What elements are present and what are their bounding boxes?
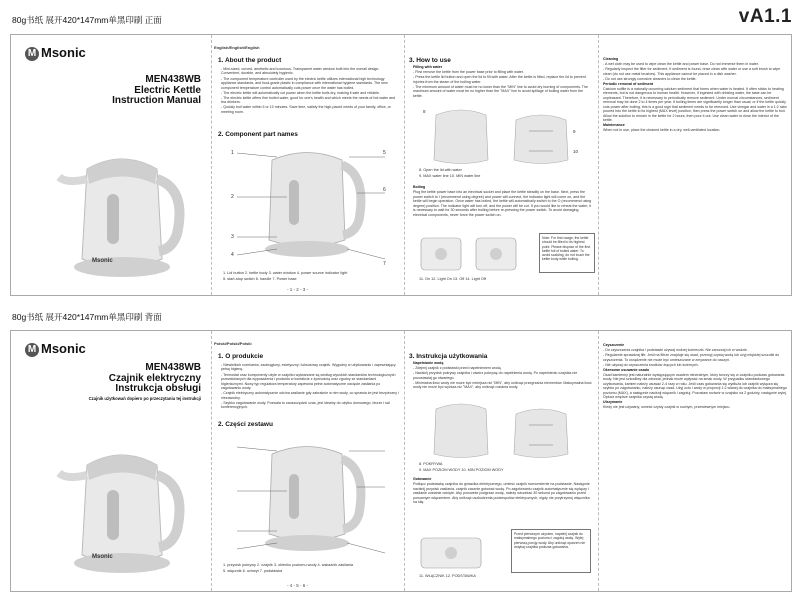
manual-title: Instruction Manual xyxy=(112,95,201,106)
about-item: - Quickly boil water within 5 or 10 minutes. Save time, satisfy the high-paced needs of your family, office, or meeting room. xyxy=(221,105,391,114)
figure-caption-line: 9. MAX water line 10. MIN water line xyxy=(419,173,481,178)
parts-legend-line: 1. Lid button 2. kettle body 3. water window 4. power source indicator light xyxy=(223,271,348,275)
svg-text:1: 1 xyxy=(231,150,234,156)
subheading-filling: Napełnianie wodą xyxy=(413,361,444,365)
language-bar: Polski/Polski/Polski xyxy=(214,341,252,346)
cleaning-block xyxy=(603,343,787,411)
kettle-illustration xyxy=(47,139,197,289)
section-title-howto: 3. How to use xyxy=(409,57,451,64)
maintenance-text: When not in use, place the cleaned kettle in a dry, well-ventilated location. xyxy=(603,128,721,133)
manual-subtitle: Czajnik użytkowań dopiero po przeczytaniu tej instrukcji xyxy=(88,395,201,401)
subheading-sediment: Periodic removal of sediment xyxy=(603,81,654,86)
filling-figure-caption xyxy=(419,462,504,473)
filling-item: - Minimalna ilość wody nie może być mniejsza niż "MIN", aby uniknąć przegrzania elementów. Maksymalna ilość wody nie może być wyższa niż "MAX", aby uniknąć rozlania wody. xyxy=(413,380,592,390)
section-title-parts: 2. Części zestawu xyxy=(218,421,273,428)
kettle-illustration xyxy=(47,435,197,585)
parts-diagram xyxy=(237,439,387,561)
boiling-block xyxy=(413,477,593,505)
cover-title-block xyxy=(11,363,201,401)
fold-line xyxy=(211,35,212,295)
fold-line xyxy=(404,331,405,591)
boiling-block xyxy=(413,185,593,218)
figure-caption-line: 8. POKRYWA xyxy=(419,462,443,466)
sediment-text: Calcium sulfite is a naturally occurring calcium sediment that forms when water is heated. It often sticks to heating elements, but is not dangerous to human health. However, if ingested with drinking water, the taste can be unpleasant. Therefore, it is necessary to periodically remove sediment. Under normal circumstances, sediment removal may be done 2 to 4 times per year. If boiling times are significantly longer than usual, or if the kettle quickly cuts power after boiling, this is a good sign that sediment needs to be removed. Use vinegar and water in a 1:2 ratio poured into the kettle to its highest (MAX level) position, then press the power switch on and allow the kettle to boil. Allow the solution to remain in the kettle for 2 hours, then pour it out. Use clean water to rinse the interior of the kettle. xyxy=(603,86,787,123)
filling-item: - Zdejmij czajnik z podstawki przed napełnieniem wodą. xyxy=(413,366,502,371)
switch-illustration xyxy=(416,233,536,277)
print-spec-label-back: 80g书纸 展开420*147mm单黑印刷 背面 xyxy=(12,312,162,322)
cleaning-item: - Nie używaj do czyszczenia środków żrących lub ściernych. xyxy=(603,362,699,367)
filling-item: - The minimum amount of water must be no lower than the "MIN" line to avoid dry burning of components. The maximum amount of water must be no higher than the "MAX" line to avoid spillage of boiling water from the kettle. xyxy=(413,84,589,98)
product-title: Electric Kettle xyxy=(134,84,201,96)
fold-line xyxy=(598,331,599,591)
manual-sheet-back xyxy=(10,330,792,592)
section-title-about: 1. O produkcie xyxy=(218,353,264,360)
parts-legend-line: 5. start-stop switch 6. handle 7. Power base xyxy=(223,276,297,281)
filling-block xyxy=(413,65,593,99)
note-box: Note: For first usage, the kettle should be filled to its highest point. Please dispose of the first kettle full of boiled water. To avoid scalding, do not touch the kettle body while boiling. xyxy=(539,233,595,273)
model-number: MEN438WB xyxy=(145,362,201,373)
print-spec-label-front: 80g书纸 展开420*147mm单黑印刷 正面 xyxy=(12,15,162,25)
filling-item: - First remove the kettle from the power base prior to filling with water. xyxy=(413,70,524,75)
about-item: - The electric kettle will automatically cut power when the kettle boils dry, making it safe and reliable. xyxy=(221,90,380,95)
cleaning-block xyxy=(603,57,787,134)
parts-legend-line: 1. przycisk pokrywy 2. czajnik 3. okienko poziomu wody 4. wskaźnik zasilania xyxy=(223,563,353,567)
fold-line xyxy=(211,331,212,591)
about-item: - The electric kettle offers fine boiled water, good for one's health and which meets the needs of hot water and tea drinkers. xyxy=(221,95,396,105)
svg-text:9: 9 xyxy=(573,129,576,134)
boiling-text: Podłącz podstawkę czajnika do gniazdka elektrycznego, umieść czajnik równomiernie na podstawie. Następnie naciśnij przycisk zasilania, czajnik zacznie gotować wodę. Po zagotowaniu czajnik automatycznie się wyłączy i zasilanie zostanie odcięte. Aby ponownie podgrzać wodę, należy odczekać 30 sekund po zagotowaniu przed ponownym włączeniem. Aby uniknąć uszkodzenia podzespołów elektrycznych, nigdy nie przytrzymuj włącznika na siłę. xyxy=(413,482,590,505)
svg-text:2: 2 xyxy=(231,194,234,200)
parts-legend xyxy=(223,271,403,282)
brand-logo: M Msonic xyxy=(25,45,86,61)
sediment-text: Osad kamienny jest naturalnie występującym osadem mineralnym, który tworzy się w czajniku podczas gotowania wody. Nie jest szkodliwy dla zdrowia, jednak może wpływać na smak wody. W przypadku standardowego użytkowania, kamień należy usuwać 2-4 razy w roku. Jeśli czas gotowania się wydłuża lub czajnik wyłącza się szybko po zagotowaniu, należy usunąć osad. Użyj octu i wody w proporcji 1:2 wlanej do czajnika do maksymalnego poziomu (MAX), a następnie naciśnij włącznik i zagotuj. Pozostaw roztwór w czajniku na 2 godziny, następnie wylej. Opłucz wnętrze czajnika czystą wodą. xyxy=(603,372,787,400)
about-list xyxy=(221,363,399,410)
section-title-about: 1. About the product xyxy=(218,57,282,64)
about-item: - Mini-sized, curved, aesthetic and luxurious. Transparent water window built into the overall design. Convenient, durable, and absolutely hygienic. xyxy=(221,67,380,76)
svg-text:6: 6 xyxy=(383,187,386,193)
product-title: Czajnik elektryczny xyxy=(108,372,201,384)
model-number: MEN438WB xyxy=(145,74,201,85)
parts-legend xyxy=(223,563,403,574)
section-title-parts: 2. Component part names xyxy=(218,131,298,138)
filling-block xyxy=(413,361,593,390)
about-list xyxy=(221,67,399,115)
svg-text:7: 7 xyxy=(383,261,386,267)
svg-text:3: 3 xyxy=(231,234,234,240)
cleaning-item: - Regularnie sprawdzaj filtr. Jeśli na filtrze znajduje się osad, przemyj czystą wodą lub użyj miękkiej szczotki do czyszczenia. To urządzenie nie może być umieszczane w zmywarce do naczyń. xyxy=(603,353,780,362)
version-label: vA1.1 xyxy=(738,6,792,27)
about-item: - Szybko zagotowanie wody. Pozwala to zaoszczędzić czas, jest idealny do użytku domowego, biurze i sal konferencyjnych. xyxy=(221,400,390,410)
subheading-cleaning: Cleaning xyxy=(603,57,619,61)
subheading-boiling: Gotowanie xyxy=(413,477,432,481)
filling-illustration xyxy=(421,399,591,461)
cleaning-item: - A wet cloth may be used to wipe clean the kettle and power base. Do not immerse them in water. xyxy=(603,62,759,67)
manual-title: Instrukcja obsługi xyxy=(115,383,201,394)
fold-line xyxy=(598,35,599,295)
fold-line xyxy=(404,35,405,295)
page-number: - 4 - 5 - 6 - xyxy=(287,583,309,588)
filling-item: - Naciśnij przycisk pokrywy czajnika i otwórz pokrywę do napełnienia wodą. Po napełnieniu czajnika nie pozostawiaj go otwartego. xyxy=(413,371,578,380)
maintenance-text: Kiedy nie jest używany, umieść czysty czajnik w suchym, przewiewnym miejscu. xyxy=(603,405,731,410)
about-item: - Czajnik elektryczny automatycznie odcina zasilanie gdy zabraknie w nim wody, co sprawia że jest bezpieczny i niezawodny. xyxy=(221,391,399,400)
switch-labels: 11. On 12. Light On 13. Off 14. Light Off xyxy=(419,277,486,281)
cleaning-item: - Do not use strongly corrosive cleaners to clean the kettle. xyxy=(603,76,697,81)
svg-text:4: 4 xyxy=(231,252,234,258)
svg-text:5: 5 xyxy=(383,150,386,156)
note-box: Przed pierwszym użyciem, napełnij czajnik do maksymalnego poziomu i zagotuj wodę. Wylej pierwszą porcję wody. Aby uniknąć oparzeń nie dotykaj czajnika podczas gotowania. xyxy=(511,529,591,573)
cleaning-item: - Regularly inspect the filter for sediment. If sediment is found, rinse clean with water or use a soft brush to wipe clean (do not use metal brushes). This appliance cannot be placed in a dish washer. xyxy=(603,67,781,76)
filling-figure-caption xyxy=(419,168,480,179)
parts-diagram xyxy=(231,145,387,267)
svg-text:8: 8 xyxy=(423,109,426,114)
boiling-text: Plug the kettle power base into an electrical socket and place the kettle steadily on the base. Next, press the power switch to I (recommend using degree) and power will connect, the indicator light will come on, and the kettle will begin operation. Once water has boiled, the kettle will automatically switch to the O (recommend using degree) position. The indicator light will turn off, and the power will be cut. If you would like to reheat the water, it is necessary to wait for 30 seconds after boiling before re-pressing the power switch. To avoid damaging electrical components, never force the power switch on. xyxy=(413,190,592,217)
brand-logo: M Msonic xyxy=(25,341,86,357)
manual-sheet-front xyxy=(10,34,792,296)
filling-item: - Press the kettle lid button and open the lid to fill with water. After the kettle is filled, replace the lid to prevent injuries from the steam of the boiling water. xyxy=(413,75,586,84)
subheading-cleaning: Czyszczenie xyxy=(603,343,625,347)
subheading-boiling: Boiling xyxy=(413,185,426,189)
parts-legend-line: 5. włącznik 6. uchwyt 7. podstawka xyxy=(223,568,283,573)
cover-title-block xyxy=(11,75,201,107)
svg-text:10: 10 xyxy=(573,149,579,154)
figure-caption-line: 9. MAX POZIOM WODY 10. MIN POZIOM WODY xyxy=(419,467,504,472)
svg-text:Msonic: Msonic xyxy=(92,554,113,560)
subheading-maintenance: Utrzymanie xyxy=(603,400,623,405)
filling-illustration xyxy=(421,105,591,167)
language-bar: English/English/English xyxy=(214,45,260,50)
figure-caption-line: 8. Open the lid with water xyxy=(419,168,462,172)
about-item: - The component temperature controller used by the electric kettle utilizes international high technology appliance standards, and food-grade plastic in compliance with international hygiene standards. The new component temperature control automatically cuts power once the water has boiled. xyxy=(221,76,388,90)
subheading-maintenance: Maintenance xyxy=(603,123,625,128)
switch-illustration xyxy=(416,535,496,573)
page-number: - 1 - 2 - 3 - xyxy=(287,287,309,292)
cleaning-item: - Do czyszczenia czajnika i podstawki używaj mokrej ściereczki. Nie zanurzaj ich w wodzie. xyxy=(603,348,748,353)
section-title-howto: 3. Instrukcja użytkowania xyxy=(409,353,488,360)
about-item: - Termostat oraz komponenty użyte w czajniku wytwarzane są według wysokich standardów technologicznych przewidzianych dla wyposażenia i produktu w kontakcie z żywnością oraz zgodny ze standardami higienicznymi. Nowy typ regulatora temperatury zapewnia pełne automatyczne odcięcie zasilania po zagotowaniu wody. xyxy=(221,372,396,391)
subheading-sediment: Okresowe usuwanie osadu xyxy=(603,367,650,372)
switch-labels: 11. WŁĄCZNIK 12. PODSTAWKA xyxy=(419,574,476,578)
svg-text:Msonic: Msonic xyxy=(92,258,113,264)
about-item: - Niewielkich rozmiarów, zaokrąglony, estetyczny i luksusowy czajnik. Wygodny w użytkowaniu i zapewniający pełną higienę. xyxy=(221,363,396,372)
subheading-filling: Filling with water xyxy=(413,65,443,69)
